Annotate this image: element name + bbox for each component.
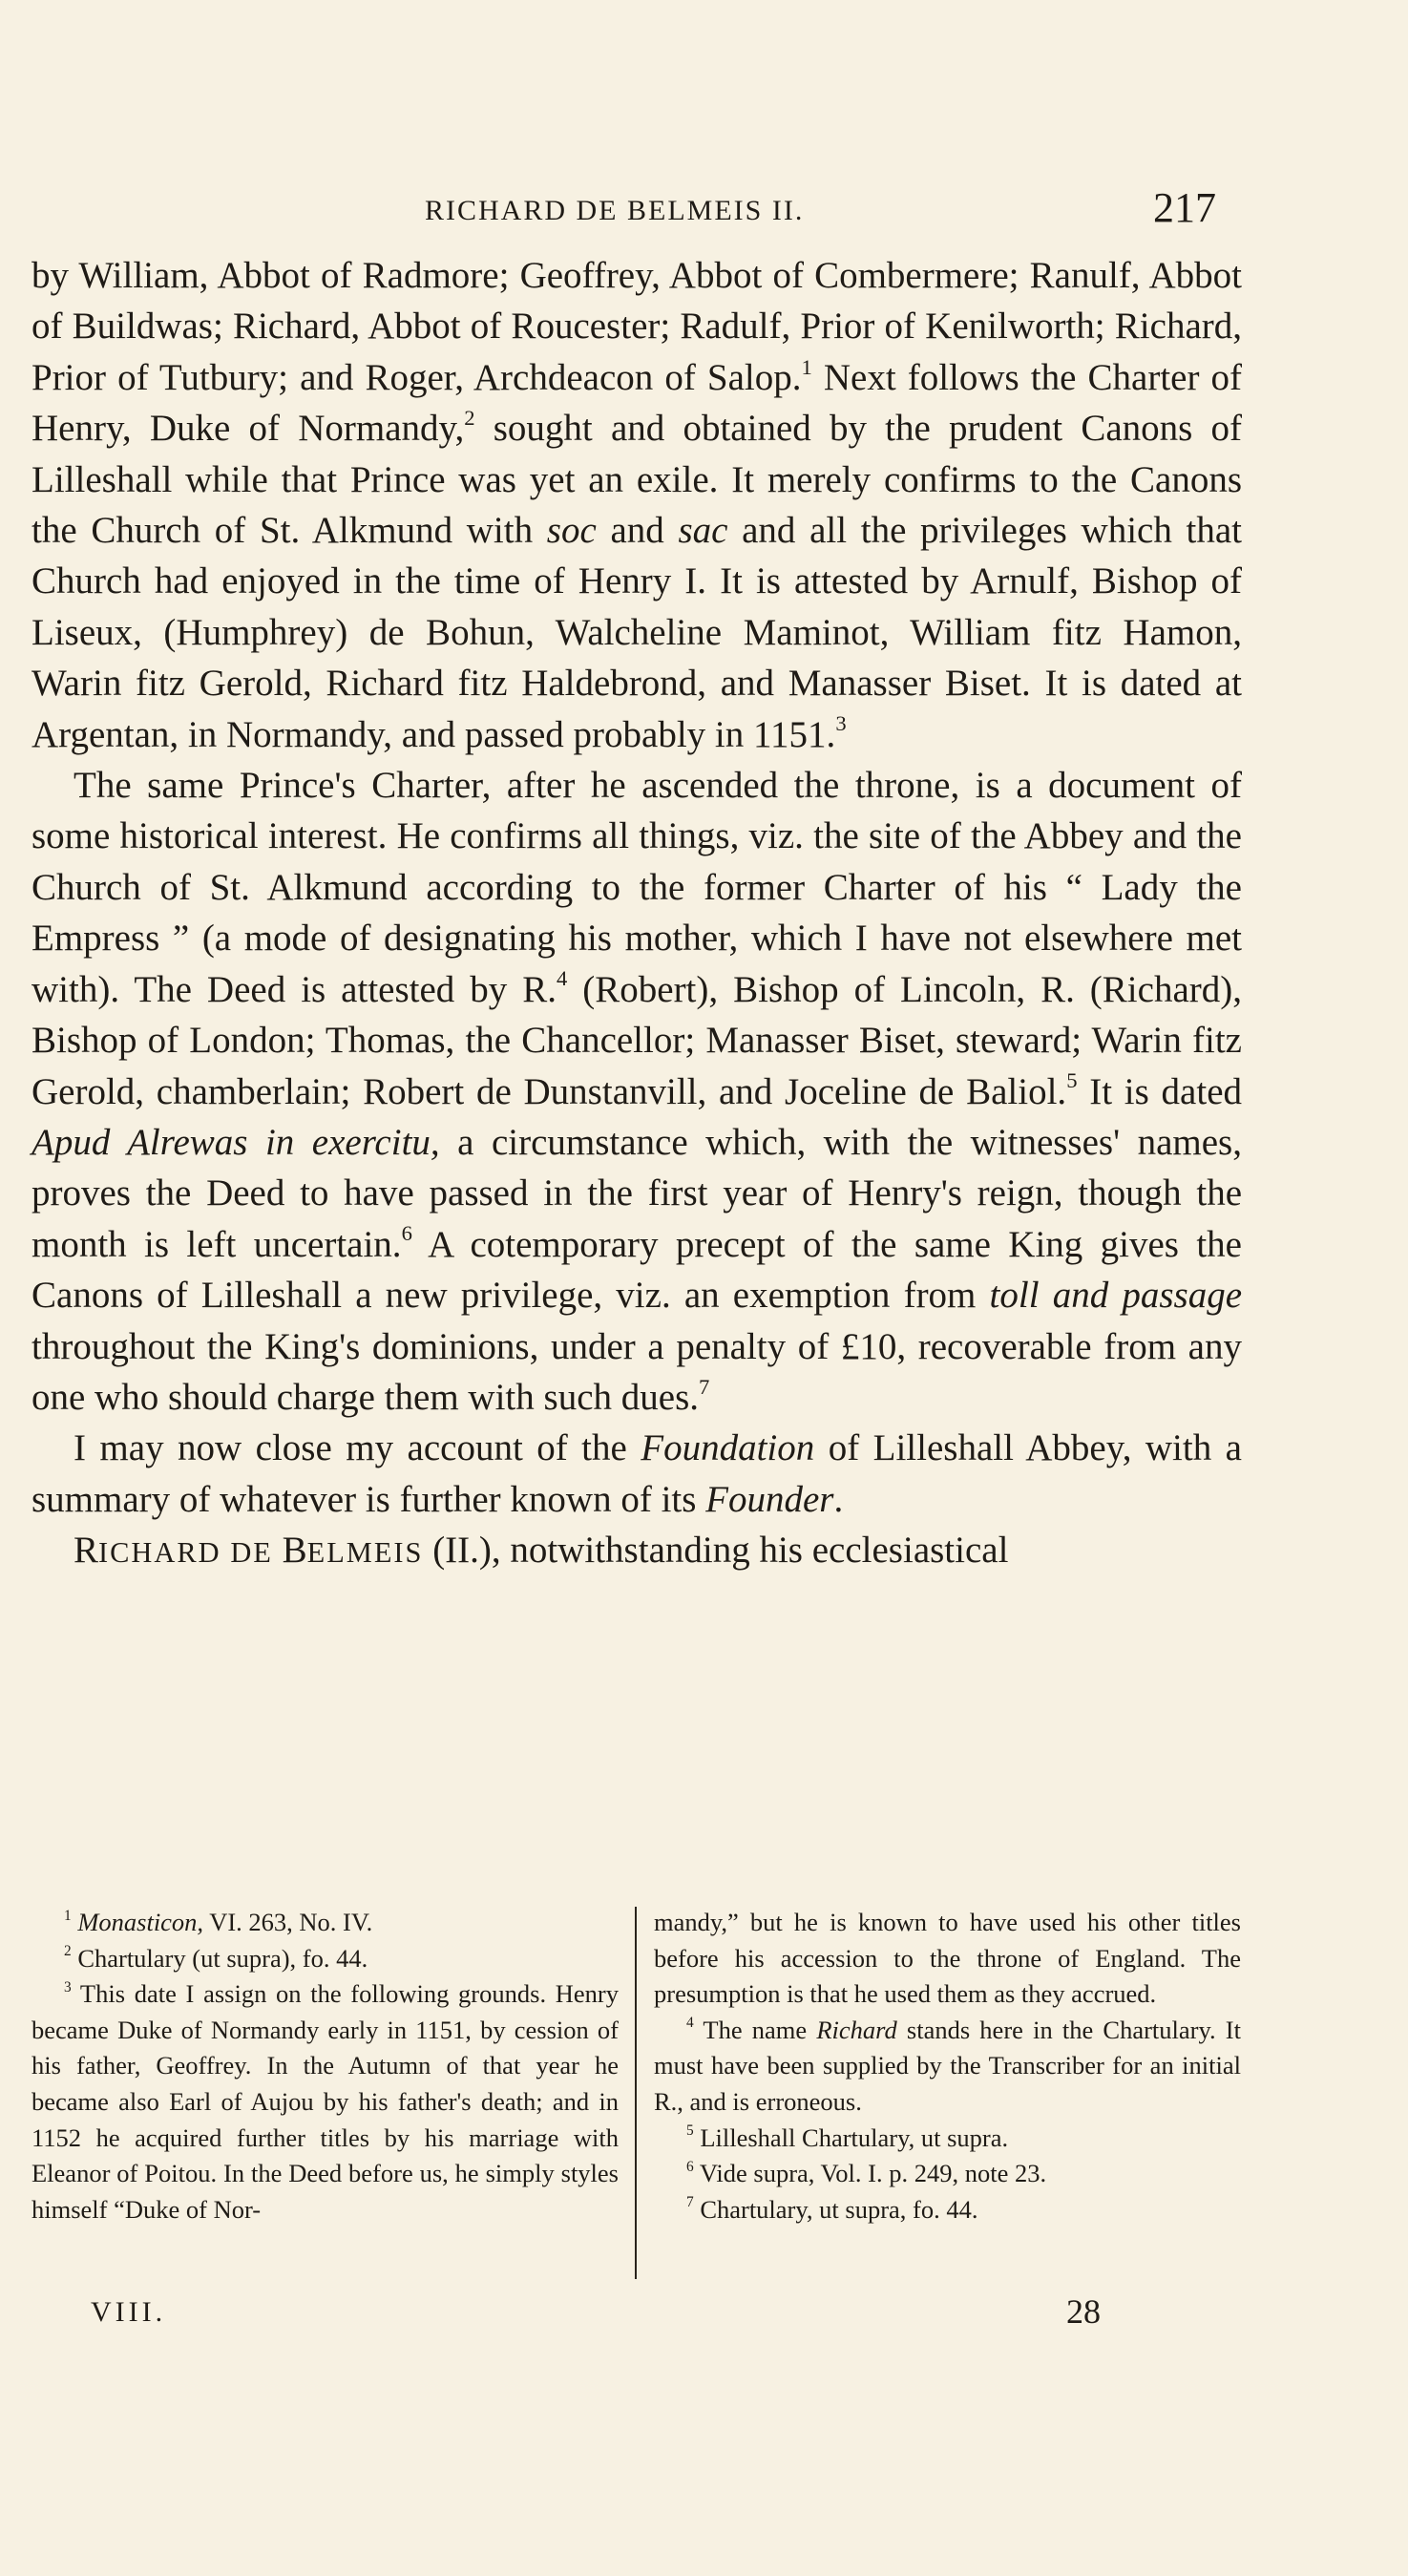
footnote-5: $^5$ Lilleshall Chartulary, ut supra. xyxy=(686,2122,1009,2152)
footnote-ref-1: 1 xyxy=(801,354,812,379)
footnote-ref-2: 2 xyxy=(464,405,475,430)
footnote-ref-3: 3 xyxy=(835,711,847,736)
footnote-3-continued: mandy,” but he is known to have used his other titles before his accession to the throne of England. The presumption is that he used them as they accrued. xyxy=(654,1908,1241,2009)
footnote-divider xyxy=(635,1907,637,2279)
footnote-ref-5: 5 xyxy=(1066,1068,1078,1093)
footnote-ref-7: 7 xyxy=(699,1374,710,1399)
paragraph-2: The same Prince's Charter, after he ascended the throne, is a document of some historical interest. He confirms all things, viz. the site of the Abbey and the Church of St. Alkmund according to the former Charter of his “ Lady the Empress ” (a mode of designating his mother, which I have not elsewhere met with). The Deed is attested by R.$^4$ (Robert), Bishop of Lincoln, R. (Richard), Bishop of London; Thomas, the Chancellor; Manasser Biset, steward; Warin fitz Gerold, chamberlain; Robert de Dunstanvill, and Joceline de Baliol.$^5$ It is dated Apud Alrewas in exercitu, a circumstance which, with the witnesses' names, proves the Deed to have passed in the first year of Henry's reign, though the month is left uncertain.$^6$ A cotemporary precept of the same King gives the Canons of Lilleshall a new privilege, viz. an exemption from toll and passage throughout the King's dominions, under a penalty of £10, recoverable from any one who should charge them with such dues.$^7$ xyxy=(32,765,1243,1418)
footnote-column-right xyxy=(654,1905,1241,2228)
signature-mark: VIII. xyxy=(91,2296,167,2328)
signature-number: 28 xyxy=(1066,2292,1101,2331)
page-number: 217 xyxy=(1153,184,1216,231)
footnote-ref-6: 6 xyxy=(401,1221,412,1246)
body-text xyxy=(32,250,1242,1579)
paragraph-4: RICHARD DE BELMEIS (II.), notwithstanding his ecclesiastical xyxy=(74,1530,1009,1572)
paragraph-1: by William, Abbot of Radmore; Geoffrey, Abbot of Combermere; Ranulf, Abbot of Buildwas; Richard, Abbot of Roucester; Radulf, Prior of Kenilworth; Richard, Prior of Tutbury; and Roger, Archdeacon of Salop.$^1$ Next follows the Charter of Henry, Duke of Normandy,$^2$ sought and obtained by the prudent Canons of Lilleshall while that Prince was yet an exile. It merely confirms to the Canons the Church of St. Alkmund with soc and sac and all the privileges which that Church had enjoyed in the time of Henry I. It is attested by Arnulf, Bishop of Liseux, (Humphrey) de Bohun, Walcheline Maminot, William fitz Hamon, Warin fitz Gerold, Richard fitz Haldebrond, and Manasser Biset. It is dated at Argentan, in Normandy, and passed probably in 1151.$^3$ xyxy=(32,255,1243,755)
paragraph-3: I may now close my account of the Foundation of Lilleshall Abbey, with a summary of whatever is further known of its Founder. xyxy=(32,1427,1242,1520)
footnote-6: $^6$ Vide supra, Vol. I. p. 249, note 23. xyxy=(686,2158,1047,2188)
footnote-1: $^1$ Monasticon, VI. 263, No. IV. xyxy=(64,1907,373,1936)
name-small-caps: RICHARD DE BELMEIS xyxy=(74,1530,424,1572)
footnote-column-left xyxy=(32,1905,619,2228)
running-title: RICHARD DE BELMEIS II. xyxy=(425,195,805,226)
footnote-3: $^3$ This date I assign on the following grounds. Henry became Duke of Normandy early in 1151, by cession of his father, Geoffrey. In the Autumn of that year he became also Earl of Aujou by his father's death; and in 1152 he acquired further titles by his marriage with Eleanor of Poitou. In the Deed before us, he simply styles himself “Duke of Nor- xyxy=(32,1978,619,2224)
footnote-ref-4: 4 xyxy=(556,966,568,991)
footnote-4: $^4$ The name Richard stands here in the Chartulary. It must have been supplied by the Transcriber for an initial R., and is erroneous. xyxy=(654,2015,1241,2116)
footnote-7: $^7$ Chartulary, ut supra, fo. 44. xyxy=(686,2194,978,2224)
page-header xyxy=(0,183,1408,241)
footnote-2: $^2$ Chartulary (ut supra), fo. 44. xyxy=(64,1943,368,1973)
